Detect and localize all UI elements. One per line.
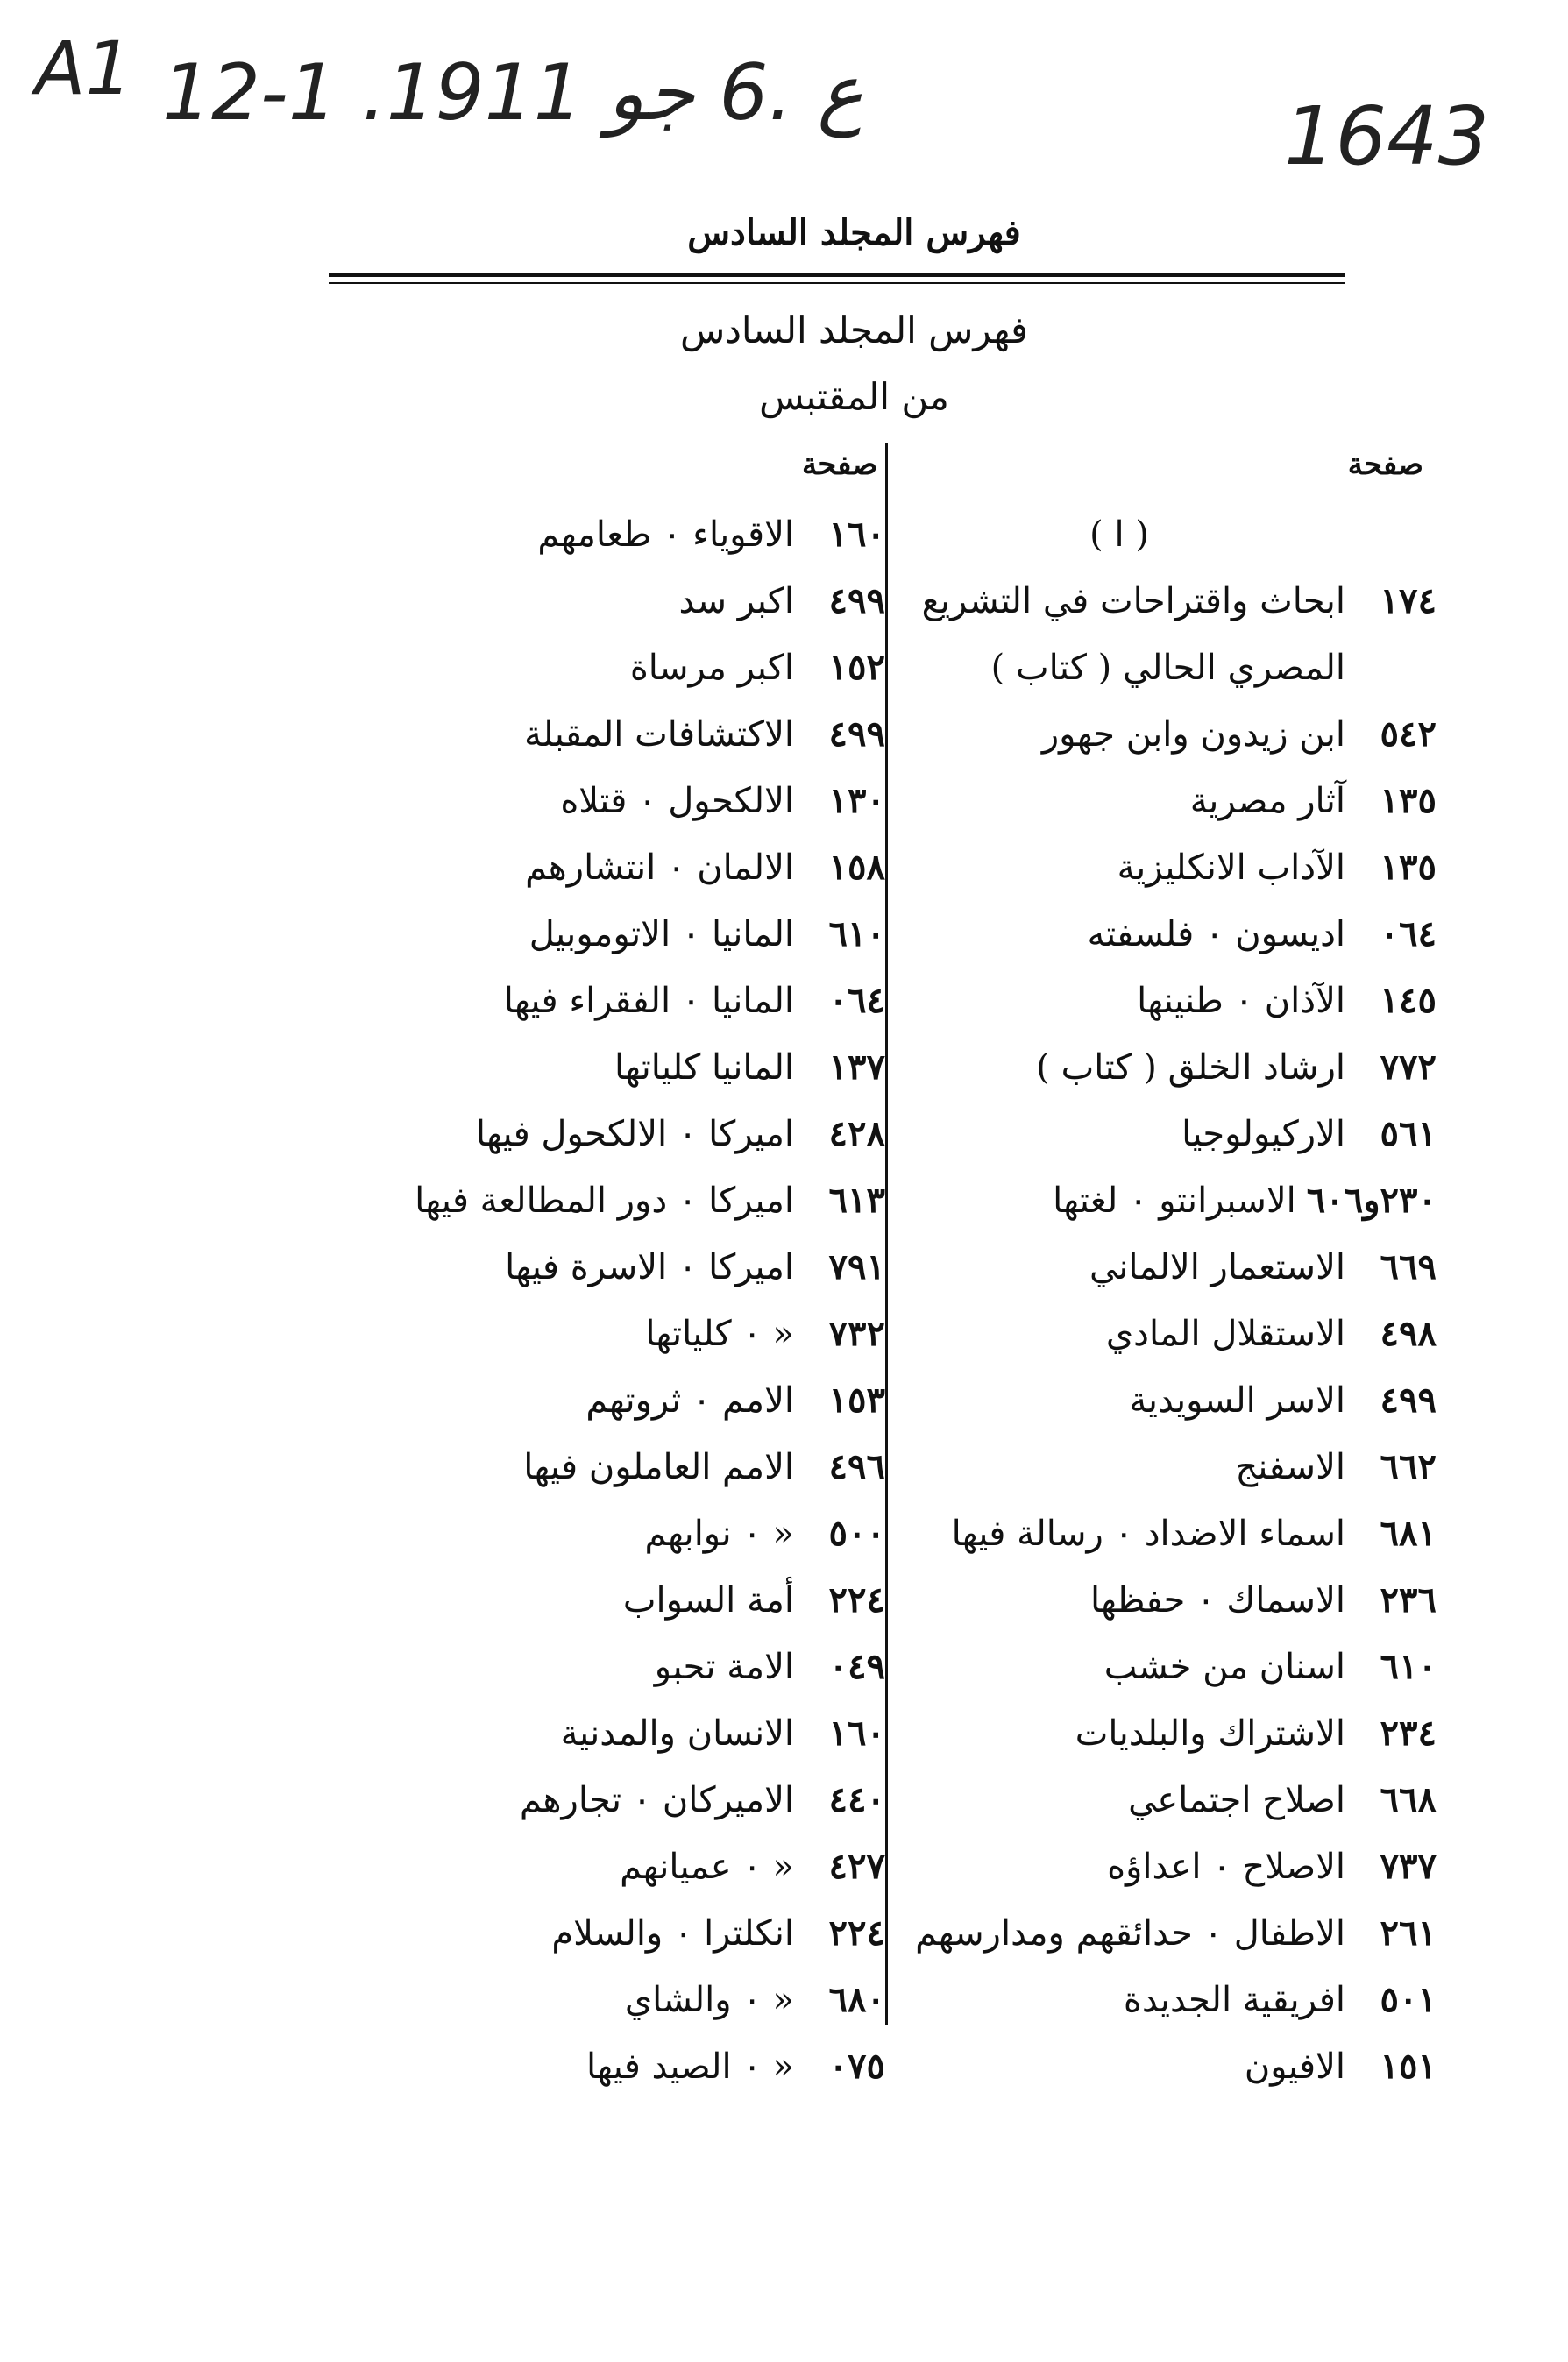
- entry-text: المانيا كلياتها: [614, 1047, 794, 1088]
- entry-text: آثار مصرية: [1189, 781, 1345, 821]
- entry-page: ٦٦٩: [1380, 1246, 1437, 1287]
- index-entry: [946, 1167, 1437, 1234]
- right-column-heading: صفحة: [1347, 447, 1423, 482]
- index-entry: [438, 1700, 885, 1767]
- entry-text: « ٠ عميانهم: [620, 1847, 794, 1887]
- entry-text: اكبر سد: [678, 581, 794, 621]
- index-entry: [438, 501, 885, 568]
- index-entry: [438, 1101, 885, 1167]
- index-entry: [438, 768, 885, 834]
- entry-text: اميركا ٠ الاسرة فيها: [505, 1247, 794, 1287]
- entry-page: ٤٩٩: [1380, 1380, 1437, 1421]
- entry-text: الاصلاح ٠ اعداؤه: [1107, 1847, 1345, 1887]
- entry-text: ابحاث واقتراحات في التشريع: [921, 581, 1345, 621]
- entry-page: ٧٩١: [828, 1246, 885, 1287]
- entry-text: المصري الحالي ( كتاب ): [990, 648, 1345, 688]
- index-entry: [438, 1301, 885, 1367]
- entry-text: المانيا ٠ الاتوموبيل: [529, 914, 794, 954]
- index-entry: [438, 1567, 885, 1634]
- index-entry: [946, 1634, 1437, 1700]
- index-entry: [946, 2033, 1437, 2100]
- left-column: [415, 501, 885, 2100]
- left-column-heading: صفحة: [802, 447, 878, 482]
- entry-page: ٧٧٢: [1380, 1046, 1437, 1088]
- entry-text: « ٠ والشاي: [624, 1980, 794, 2020]
- index-entry: [946, 901, 1437, 968]
- entry-text: الاسفنج: [1235, 1447, 1345, 1487]
- index-entry: [946, 968, 1437, 1034]
- entry-text: الآداب الانكليزية: [1117, 848, 1345, 888]
- index-entry: [438, 968, 885, 1034]
- index-entry: [438, 635, 885, 701]
- index-entry: [438, 568, 885, 635]
- entry-page: ١٣٠: [828, 780, 885, 821]
- right-column: [915, 501, 1437, 2100]
- entry-page: ٤٩٨: [1380, 1313, 1437, 1354]
- index-entry: [946, 1034, 1437, 1101]
- entry-text: ابن زيدون وابن جهور: [1041, 714, 1345, 755]
- index-title: فهرس المجلد السادس: [679, 309, 1029, 351]
- entry-page: ٠٤٩: [828, 1646, 885, 1687]
- entry-text: الاقوياء ٠ طعامهم: [537, 514, 794, 555]
- entry-text: اديسون ٠ فلسفته: [1087, 914, 1345, 954]
- entry-text: الاميركان ٠ تجارهم: [519, 1780, 794, 1820]
- entry-page: ١٦٠: [828, 1713, 885, 1754]
- index-entry: [438, 2033, 885, 2100]
- entry-text: « ٠ كلياتها: [645, 1314, 794, 1354]
- entry-page: ٥٠٠: [828, 1513, 885, 1554]
- entry-page: ٤٩٩: [828, 713, 885, 755]
- entry-page: ٤٢٨: [828, 1113, 885, 1154]
- index-entry: [946, 1301, 1437, 1367]
- entry-text: الاستقلال المادي: [1105, 1314, 1345, 1354]
- entry-page: ٦١٠: [1380, 1646, 1437, 1687]
- entry-text: الامة تحبو: [654, 1647, 794, 1687]
- entry-page: ١٥١: [1380, 2046, 1437, 2087]
- entry-page: ٥٤٢: [1380, 713, 1437, 755]
- entry-page: ٤٩٩: [828, 580, 885, 621]
- entry-text: الاسر السويدية: [1129, 1380, 1345, 1421]
- index-entry: [946, 1567, 1437, 1634]
- index-entry: [438, 1967, 885, 2033]
- entry-text: الالمان ٠ انتشارهم: [525, 848, 794, 888]
- entry-page: ٢٣٦: [1380, 1579, 1437, 1621]
- column-divider: [885, 443, 888, 2025]
- entry-page: ٢٣٠و٦٠٦: [1306, 1180, 1437, 1221]
- entry-text: الالكحول ٠ قتلاه: [560, 781, 794, 821]
- index-entry: [438, 1767, 885, 1834]
- entry-page: ٦٦٢: [1380, 1446, 1437, 1487]
- entry-page: ٦٨١: [1380, 1513, 1437, 1554]
- entry-page: ١٤٥: [1380, 980, 1437, 1021]
- entry-text: الاشتراك والبلديات: [1075, 1713, 1345, 1754]
- entry-text: الاسبرانتو ٠ لغتها: [1053, 1181, 1296, 1221]
- entry-page: ٢٢٤: [828, 1579, 885, 1621]
- entry-text: الاركيولوجيا: [1181, 1114, 1345, 1154]
- entry-text: الامم العاملون فيها: [523, 1447, 794, 1487]
- index-entry: [946, 1434, 1437, 1500]
- index-entry: [438, 834, 885, 901]
- entry-text: الاسماك ٠ حفظها: [1089, 1580, 1345, 1621]
- entry-page: ٦٨٠: [828, 1979, 885, 2020]
- index-entry: [438, 1500, 885, 1567]
- index-entry: [946, 635, 1437, 701]
- index-entry: [438, 1834, 885, 1900]
- entry-text: الاطفال ٠ حدائقهم ومدارسهم: [915, 1913, 1345, 1954]
- entry-text: اصلاح اجتماعي: [1128, 1780, 1345, 1820]
- index-entry: [438, 1900, 885, 1967]
- entry-text: ( ا ): [1089, 514, 1149, 555]
- entry-page: ٦١٠: [828, 913, 885, 954]
- index-entry: [438, 1434, 885, 1500]
- entry-page: ٤٩٦: [828, 1446, 885, 1487]
- entry-text: المانيا ٠ الفقراء فيها: [503, 981, 794, 1021]
- entry-text: الانسان والمدنية: [560, 1713, 794, 1754]
- entry-text: الآذان ٠ طنينها: [1137, 981, 1345, 1021]
- entry-page: ١٥٨: [828, 847, 885, 888]
- entry-text: « ٠ الصيد فيها: [586, 2046, 794, 2087]
- entry-text: ارشاد الخلق ( كتاب ): [1036, 1047, 1345, 1088]
- entry-page: ٦١٣: [828, 1180, 885, 1221]
- header-rule-thick: [329, 273, 1345, 277]
- index-entry: [946, 1967, 1437, 2033]
- entry-text: اسنان من خشب: [1103, 1647, 1345, 1687]
- entry-text: « ٠ نوابهم: [644, 1514, 794, 1554]
- entry-page: ٧٣٧: [1380, 1846, 1437, 1887]
- index-entry: [946, 501, 1437, 568]
- entry-text: افريقية الجديدة: [1123, 1980, 1345, 2020]
- index-entry: [946, 1700, 1437, 1767]
- entry-text: انكلترا ٠ والسلام: [551, 1913, 794, 1954]
- index-entry: [921, 568, 1437, 635]
- index-entry: [946, 1500, 1437, 1567]
- index-entry: [946, 1234, 1437, 1301]
- index-entry: [915, 1900, 1437, 1967]
- entry-page: ١٥٢: [828, 647, 885, 688]
- entry-page: ١٥٣: [828, 1380, 885, 1421]
- entry-page: ٧٣٢: [828, 1313, 885, 1354]
- entry-text: اكبر مرساة: [629, 648, 794, 688]
- entry-page: ١٦٠: [828, 514, 885, 555]
- index-entry: [438, 1634, 885, 1700]
- index-entry: [946, 768, 1437, 834]
- entry-page: ٠٦٤: [828, 980, 885, 1021]
- entry-page: ٤٢٧: [828, 1846, 885, 1887]
- index-entry: [946, 1834, 1437, 1900]
- entry-text: اميركا ٠ دور المطالعة فيها: [415, 1181, 794, 1221]
- entry-page: ٢٦١: [1380, 1912, 1437, 1954]
- index-entry: [946, 701, 1437, 768]
- index-entry: [946, 1367, 1437, 1434]
- entry-page: ٠٧٥: [828, 2046, 885, 2087]
- index-entry: [438, 1367, 885, 1434]
- running-header-title: فهرس المجلد السادس: [687, 212, 1021, 253]
- index-entry: [946, 834, 1437, 901]
- entry-text: اسماء الاضداد ٠ رسالة فيها: [951, 1514, 1345, 1554]
- entry-page: ١٣٥: [1380, 780, 1437, 821]
- entry-page: ١٣٥: [1380, 847, 1437, 888]
- entry-text: أمة السواب: [622, 1580, 794, 1621]
- entry-text: الافيون: [1244, 2046, 1345, 2087]
- entry-text: الاستعمار الالماني: [1089, 1247, 1345, 1287]
- handwritten-mark-top-left: A1: [35, 25, 132, 111]
- entry-page: ٥٦١: [1380, 1113, 1437, 1154]
- index-entry: [415, 1167, 885, 1234]
- index-entry: [946, 1101, 1437, 1167]
- entry-page: ٦٦٨: [1380, 1779, 1437, 1820]
- entry-page: ٠٦٤: [1380, 913, 1437, 954]
- entry-text: الامم ٠ ثروتهم: [585, 1380, 794, 1421]
- entry-page: ١٣٧: [828, 1046, 885, 1088]
- entry-page: ٤٤٠: [828, 1779, 885, 1820]
- handwritten-number-top-right: 1643: [1284, 89, 1490, 183]
- entry-text: اميركا ٠ الالكحول فيها: [475, 1114, 794, 1154]
- index-entry: [438, 1034, 885, 1101]
- index-entry: [946, 1767, 1437, 1834]
- handwritten-date-line: 12-1 .ع .6 جو 1911: [162, 47, 863, 138]
- entry-page: ٢٣٤: [1380, 1713, 1437, 1754]
- index-subtitle: من المقتبس: [759, 375, 949, 418]
- entry-text: الاكتشافات المقبلة: [523, 714, 794, 755]
- entry-page: ١٧٤: [1380, 580, 1437, 621]
- index-entry: [438, 901, 885, 968]
- entry-page: ٥٠١: [1380, 1979, 1437, 2020]
- index-entry: [438, 1234, 885, 1301]
- index-entry: [438, 701, 885, 768]
- entry-page: ٢٢٤: [828, 1912, 885, 1954]
- header-rule-thin: [329, 282, 1345, 284]
